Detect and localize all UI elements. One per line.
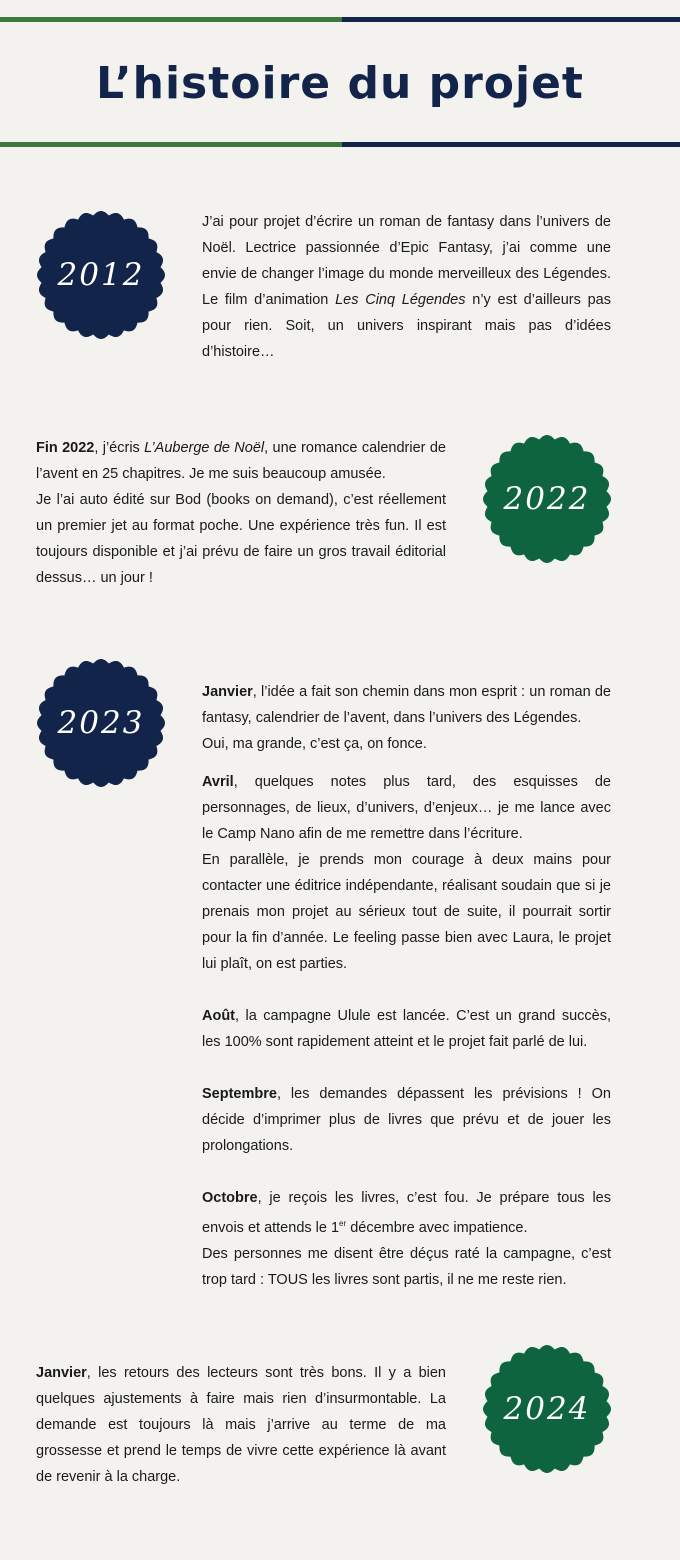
page-title: L’histoire du projet [96,58,584,109]
paragraph: Janvier, l’idée a fait son chemin dans mon esprit : un roman de fantasy, calendrier de l’avent, dans l’univers des Légendes. [202,684,611,726]
paragraph: Oui, ma grande, c’est ça, on fonce. [202,736,427,752]
year-badge-2023 [36,658,166,788]
bottom-divider [0,142,680,147]
paragraph: Des personnes me disent être déçus raté la campagne, c’est trop tard : TOUS les livres sont partis, il ne me reste rien. [202,1245,611,1288]
paragraph: Je l’ai auto édité sur Bod (books on demand), c’est réellement un premier jet au format poche. Une expérience très fun. Il est toujours disponible et j’ai prévu de faire un gros travail éditorial dessus… un jour ! [36,492,446,586]
section-2022-text [36,435,446,591]
year-label: 2012 [57,257,145,293]
year-label: 2023 [57,705,145,741]
paragraph: Avril, quelques notes plus tard, des esquisses de personnages, de lieux, d’univers, d’enjeux… je me lance avec le Camp Nano afin de me remettre dans l’écriture. [202,774,611,842]
paragraph: J’ai pour projet d’écrire un roman de fantasy dans l’univers de Noël. Lectrice passionnée d’Epic Fantasy, j’ai comme une envie de changer l’image du monde merveilleux des Légendes. Le film d’animation Les Cinq Légendes n’y est d’ailleurs pas pour rien. Soit, un univers inspirant mais pas d’idées d’histoire… [202,214,611,360]
section-2023-text [202,679,611,1293]
paragraph: Octobre, je reçois les livres, c’est fou. Je prépare tous les envois et attends le 1er décembre avec impatience. [202,1190,611,1236]
paragraph: Fin 2022, j’écris L’Auberge de Noël, une romance calendrier de l’avent en 25 chapitres. Je me suis beaucoup amusée. [36,440,446,482]
top-divider [0,17,680,22]
paragraph: Août, la campagne Ulule est lancée. C’est un grand succès, les 100% sont rapidement atteint et le projet fait parlé de lui. [202,1008,611,1050]
year-label: 2024 [503,1391,591,1427]
paragraph: Septembre, les demandes dépassent les prévisions ! On décide d’imprimer plus de livres que prévu et de jouer les prolongations. [202,1086,611,1154]
section-2024-text [36,1360,446,1490]
paragraph: En parallèle, je prends mon courage à deux mains pour contacter une éditrice indépendante, réalisant soudain que si je prenais mon projet au sérieux tout de suite, il pourrait sortir pour la fin d’année. Le feeling passe bien avec Laura, le projet lui plaît, on est parties. [202,852,611,972]
year-badge-2024 [482,1344,612,1474]
section-2012-text [202,209,611,365]
year-badge-2012 [36,210,166,340]
year-label: 2022 [503,481,591,517]
paragraph: Janvier, les retours des lecteurs sont très bons. Il y a bien quelques ajustements à faire mais rien d’insurmontable. La demande est toujours là mais j’arrive au terme de ma grossesse et prend le temps de vivre cette expérience là avant de revenir à la charge. [36,1365,446,1485]
year-badge-2022 [482,434,612,564]
